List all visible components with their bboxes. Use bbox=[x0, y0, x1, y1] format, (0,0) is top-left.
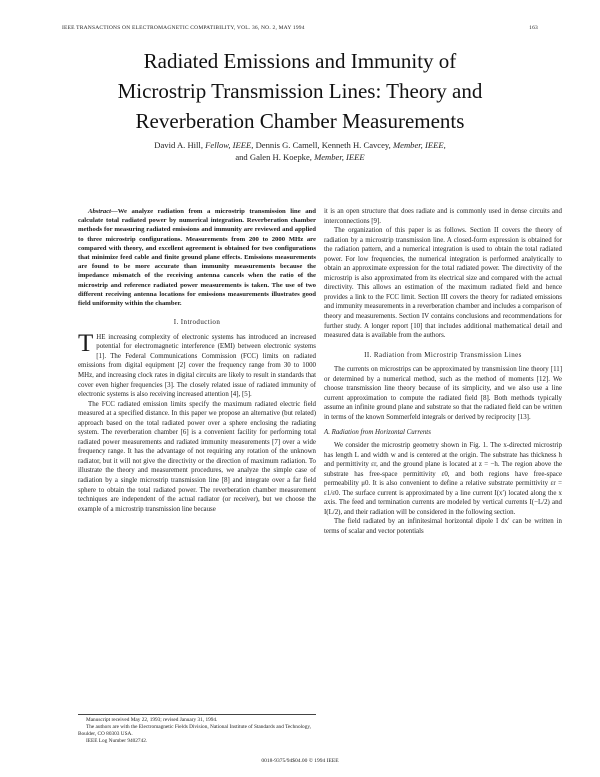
intro-paragraph-2: The FCC radiated emission limits specify the maximum radiated electric field measured at a specified distance. In this paper we propose an alternative (but related) approach based on the total radiated power over a sphere enclosing the radiating system. The reverberation chamber [6] is a convenient facility for performing total radiated power measurements and radiated immunity measurements [7] over a wide frequency range. It has the advantage of not requiring any rotation of the unknown radiator, but it will not give the directivity or the direction of maximum radiation. To illustrate the theory and measurement procedures, we analyze the simple case of radiation by a single microstrip transmission line [8] and integrate over a far field sphere to obtain the total radiated power. The reverberation chamber measurement techniques are independent of the actual radiator (or receiver), but we choose the example of a microstrip transmission line because bbox=[78, 400, 316, 513]
right-paragraph-4: We consider the microstrip geometry shown in Fig. 1. The x-directed microstrip has length L and width w and is centered at the origin. The substrate has thickness h and permittivity εr, and the ground plane is located at z = −h. The region above the substrate has free-space permittivity ε0, and both regions have free-space permeability μ0. It is also convenient to define a relative substrate permittivity εr = ε1/ε0. The surface current is approximated by a line current I(x′) located along the x axis. The feed and termination currents are modeled by vertical currents I(−L/2) and I(L/2), and their radiation will be considered in the following section. bbox=[324, 442, 562, 516]
journal-header: IEEE TRANSACTIONS ON ELECTROMAGNETIC COMPATIBILITY, VOL. 36, NO. 2, MAY 1994 bbox=[62, 25, 305, 31]
author-name: and Galen H. Koepke, bbox=[235, 152, 312, 162]
right-paragraph-1: it is an open structure that does radiate and is commonly used in dense circuits and interconnections [9]. bbox=[324, 208, 562, 225]
footnote bbox=[78, 714, 316, 745]
author-role: Member, IEEE bbox=[314, 152, 365, 162]
running-header bbox=[62, 25, 538, 31]
section-heading-introduction: I. Introduction bbox=[173, 318, 221, 327]
page-number: 163 bbox=[529, 25, 538, 31]
footnote-line-1: Manuscript received May 22, 1993; revised January 31, 1994. bbox=[86, 717, 218, 723]
author-names: Dennis G. Camell, Kenneth H. Cavcey, bbox=[255, 140, 391, 150]
abstract-text: We analyze radiation from a microstrip transmission line and calculate total radiated power by numerical integration. Reverberation chamber methods for measuring radiated emissions and immunity are reviewed and applied to three microstrip configurations. Measurements from 200 to 2000 MHz are compared with theory, and excellent agreement is obtained for two configurations that minimize feed cable and finite ground plane effects. Emissions measurements are found to be more accurate than immunity measurements because the impedance mismatch of the receiving antenna cancels when the ratio of the microstrip and reference radiated power measurements is taken. The use of two different receiving antenna locations for emissions measurements illustrates good field uniformity within the chamber. bbox=[78, 208, 316, 308]
right-column bbox=[324, 207, 562, 537]
title-line-2: Microstrip Transmission Lines: Theory and bbox=[117, 79, 483, 103]
abstract-lead: Abstract— bbox=[88, 208, 118, 215]
intro-paragraph-1-text: HE increasing complexity of electronic systems has introduced an increased potential for electromagnetic interference (EMI) between electronic systems [1]. The Federal Communications Commission (FCC) limits on radiated emissions from digital equipment [2] cover the frequency range from 30 to 1000 MHz, and increasing clock rates in digital circuits are likely to result in standards that cover even higher frequencies [3]. The closely related issue of radiated immunity of electronic systems is also receiving increased attention [4], [5]. bbox=[78, 333, 316, 399]
copyright-id: 0018-9375/94$04.00 © 1994 IEEE bbox=[261, 758, 339, 764]
intro-paragraph-1 bbox=[78, 329, 316, 400]
author-role: Member, IEEE, bbox=[392, 140, 446, 150]
right-paragraph-5: The field radiated by an infinitesimal horizontal dipole I dx′ can be written in terms of scalar and vector potentials bbox=[324, 518, 562, 535]
footnote-line-3: IEEE Log Number 9402742. bbox=[86, 738, 148, 744]
title-line-1: Radiated Emissions and Immunity of bbox=[143, 49, 457, 73]
abstract bbox=[78, 207, 316, 308]
right-paragraph-2: The organization of this paper is as follows. Section II covers the theory of radiation by a microstrip transmission line. A closed-form expression is obtained for the radiation pattern, and a numerical integration is used to obtain the total radiated power. For low frequencies, the numerical integration is performed analytically to obtain an approximate expression for the total radiated power. The directivity of the microstrip is also approximated from its electrical size and compared with the actual directivity. This allows an estimation of the maximum radiated field and hence provides a link to the FCC limit. Section III covers the theory for radiated emissions and immunity measurements in a reverberation chamber and includes a comparison of theory and measurements. Section IV contains conclusions and recommendations for further study. A longer report [10] that includes additional mathematical detail and measured data is available from the authors. bbox=[324, 227, 562, 340]
author-block bbox=[60, 139, 540, 163]
author-line-1 bbox=[60, 139, 540, 151]
drop-cap: T bbox=[78, 329, 94, 357]
paper-title bbox=[40, 46, 560, 136]
author-name: David A. Hill, bbox=[154, 140, 203, 150]
section-heading-radiation: II. Radiation from Microstrip Transmission Lines bbox=[364, 350, 522, 359]
left-column bbox=[78, 207, 316, 514]
footnote-line-2: The authors are with the Electromagnetic Fields Division, National Institute of Standards and Technology, Boulder, CO 80303 USA. bbox=[78, 724, 311, 737]
subsection-heading: A. Radiation from Horizontal Currents bbox=[324, 429, 431, 437]
title-line-3: Reverberation Chamber Measurements bbox=[135, 109, 465, 133]
right-paragraph-3: The currents on microstrips can be approximated by transmission line theory [11] or determined by a numerical method, such as the method of moments [12]. We choose transmission line theory because of its simplicity, and we also use a line current approximation to compute the radiated field [8]. Both methods typically assume an infinite ground plane and substrate so that the radiated field can be written in terms of the known Sommerfeld integrals or derived by reciprocity [13]. bbox=[324, 366, 562, 421]
author-line-2 bbox=[60, 151, 540, 163]
author-role: Fellow, IEEE, bbox=[205, 140, 254, 150]
